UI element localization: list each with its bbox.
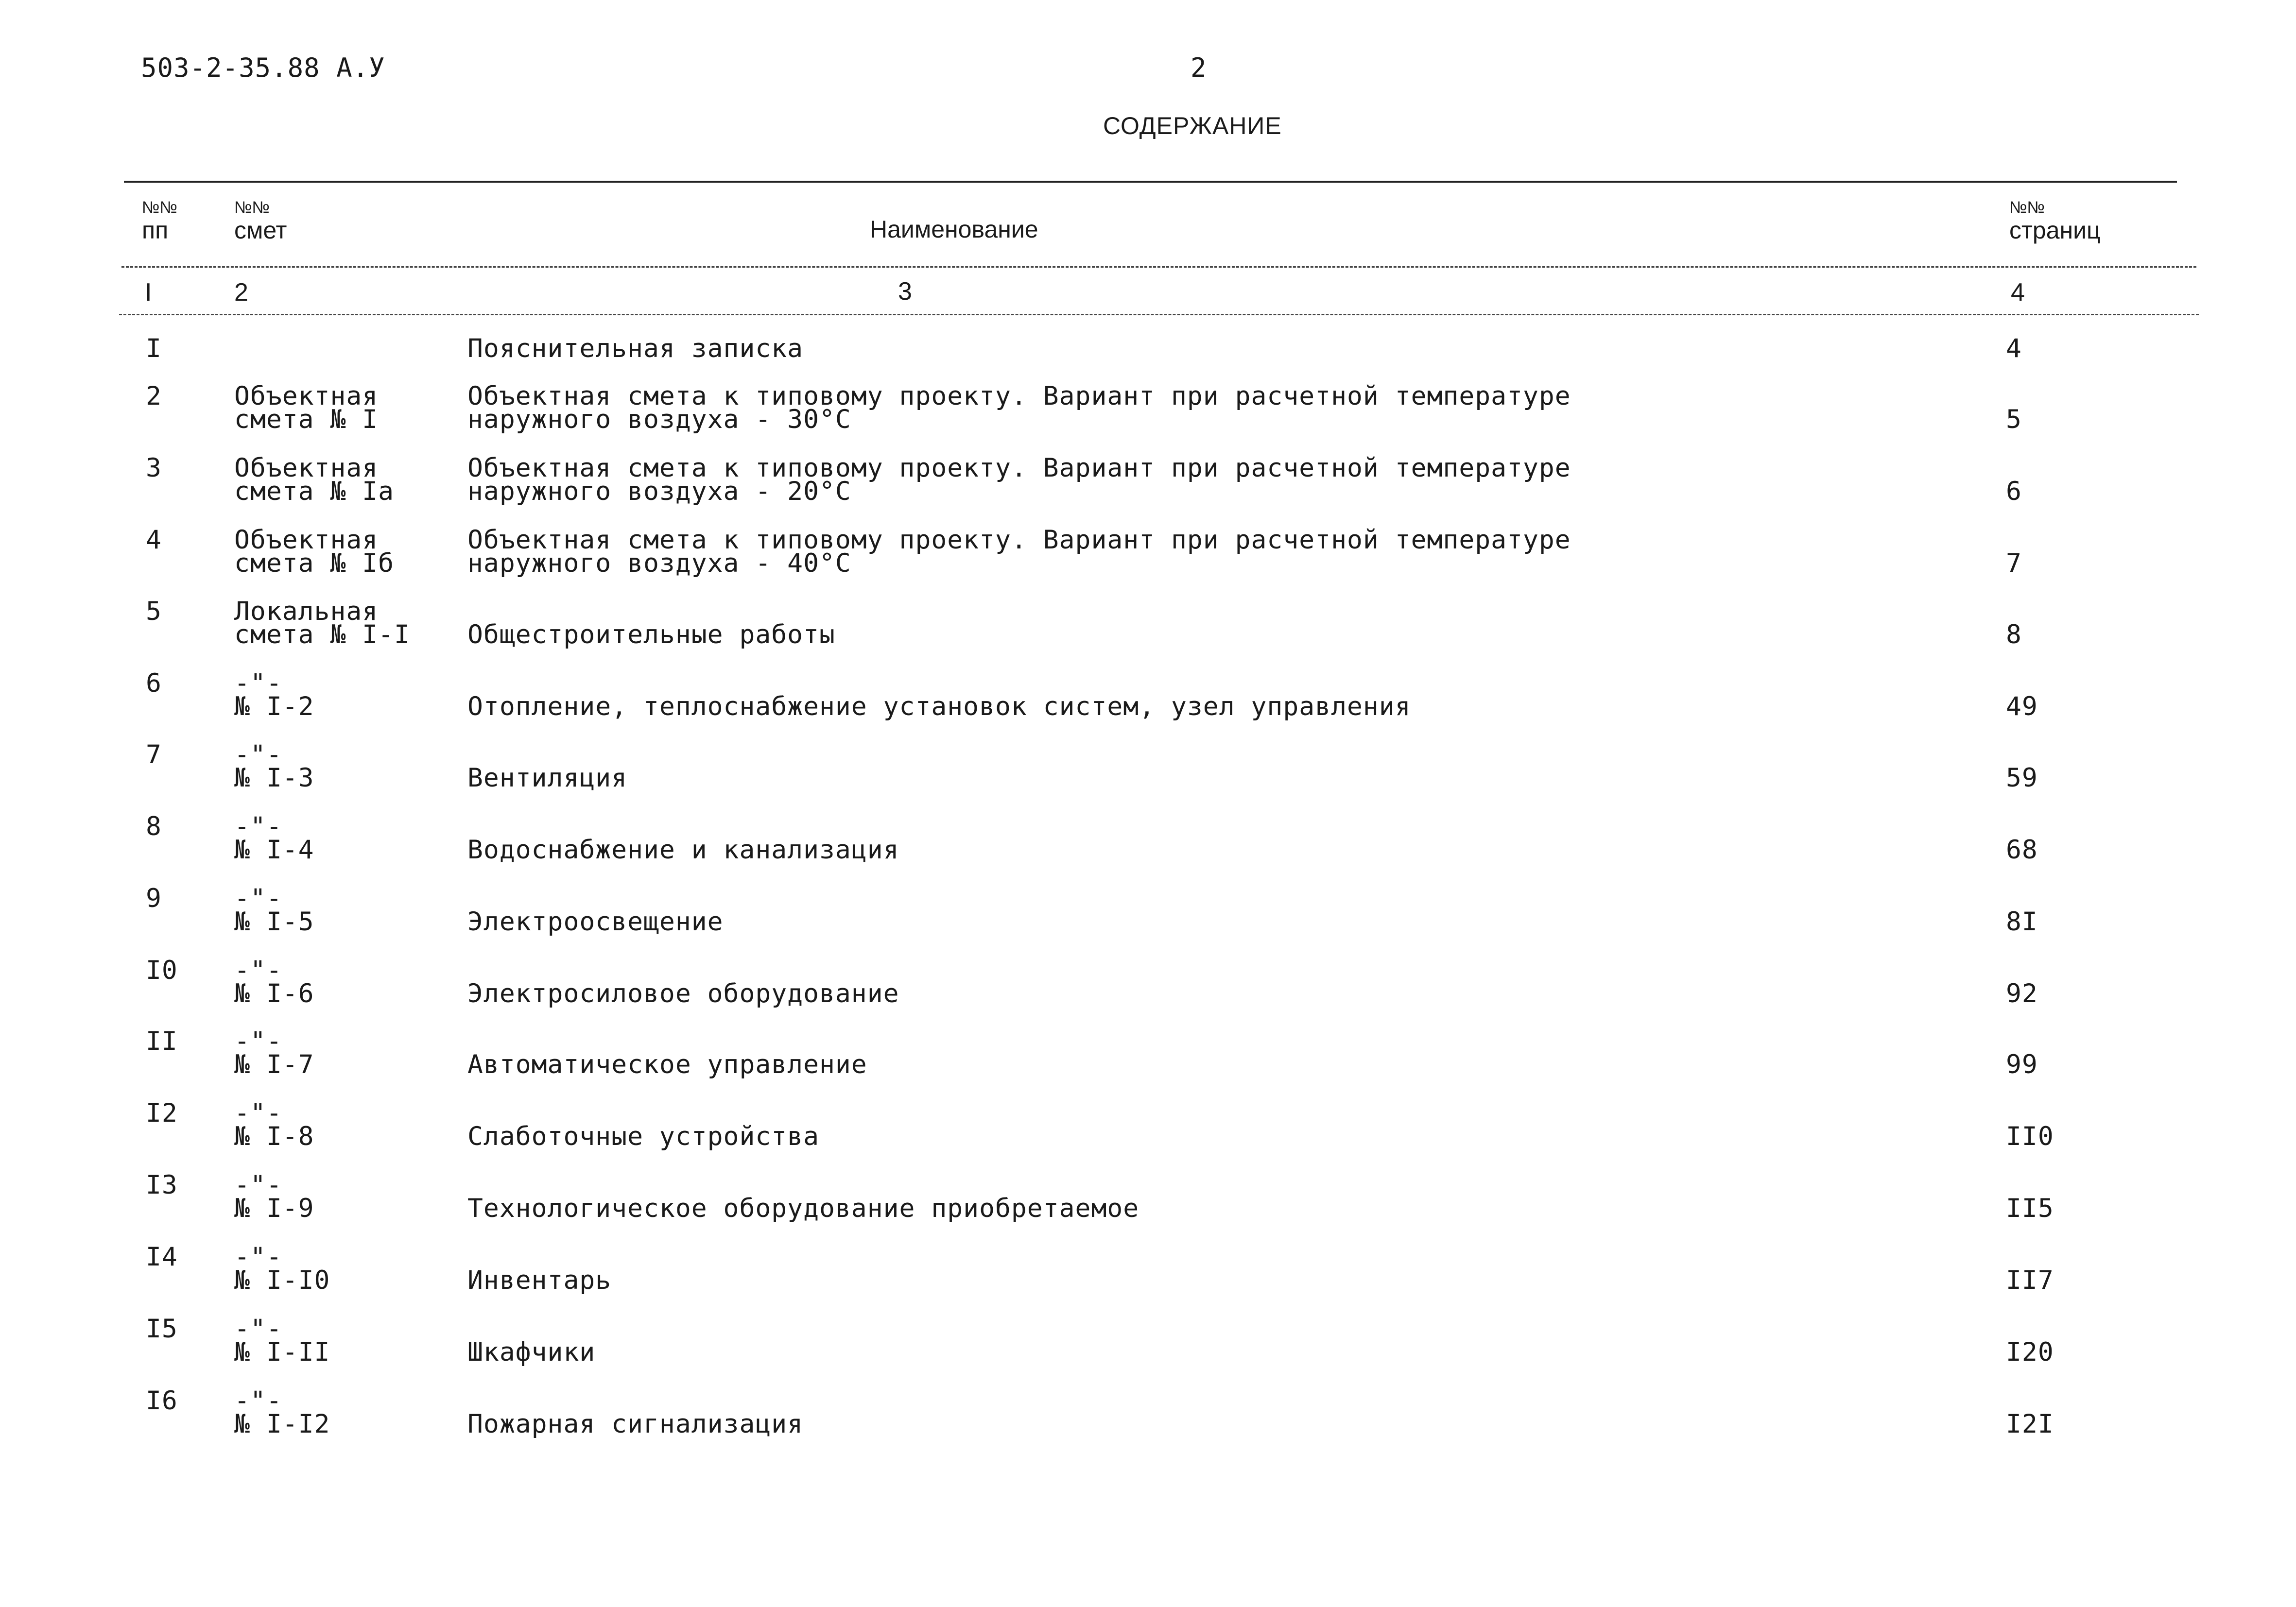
row-number: 8 bbox=[146, 812, 162, 841]
page-ref: II0 bbox=[2006, 1122, 2054, 1151]
estimate-ref: -"- № I-4 bbox=[234, 812, 314, 865]
estimate-ref: Объектная смета № Iб bbox=[234, 525, 395, 578]
item-name: Общестроительные работы bbox=[467, 620, 835, 650]
table-row bbox=[0, 597, 2296, 658]
page-number: 2 bbox=[1191, 52, 1207, 83]
row-number: 4 bbox=[146, 525, 162, 555]
document-code: 503-2-35.88 А.У bbox=[141, 52, 385, 83]
column-index-3: 3 bbox=[898, 277, 912, 306]
table-row bbox=[0, 740, 2296, 802]
item-name: Электроосвещение bbox=[467, 907, 724, 937]
estimate-ref: -"- № I-6 bbox=[234, 956, 314, 1009]
table-row bbox=[0, 1386, 2296, 1448]
item-name: Объектная смета к типовому проекту. Вариант при расчетной температуре наружного воздуха - 20°С bbox=[467, 453, 1571, 506]
page-ref: 59 bbox=[2006, 763, 2038, 793]
estimate-column-label: смет bbox=[234, 217, 287, 244]
row-number: 7 bbox=[146, 740, 162, 769]
page-ref: I2I bbox=[2006, 1409, 2054, 1439]
page-ref: 68 bbox=[2006, 835, 2038, 865]
pages-column-label: страниц bbox=[2009, 217, 2101, 244]
item-name: Водоснабжение и канализация bbox=[467, 835, 899, 865]
row-number: I4 bbox=[146, 1242, 178, 1272]
row-number: 6 bbox=[146, 668, 162, 698]
table-top-rule bbox=[124, 181, 2177, 183]
table-row bbox=[0, 1242, 2296, 1304]
item-name: Пожарная сигнализация bbox=[467, 1409, 804, 1439]
row-number: II bbox=[146, 1026, 178, 1056]
page-ref: 5 bbox=[2006, 405, 2022, 434]
table-row bbox=[0, 956, 2296, 1017]
item-name: Слаботочные устройства bbox=[467, 1122, 819, 1151]
estimate-ref: -"- № I-9 bbox=[234, 1170, 314, 1223]
item-name: Вентиляция bbox=[467, 763, 628, 793]
row-number: I6 bbox=[146, 1386, 178, 1416]
num-column-label: пп bbox=[142, 217, 169, 244]
row-number: 2 bbox=[146, 381, 162, 411]
row-number: I bbox=[146, 334, 162, 363]
row-number: I0 bbox=[146, 956, 178, 985]
estimate-ref: -"- № I-7 bbox=[234, 1026, 314, 1079]
row-number: I2 bbox=[146, 1098, 178, 1128]
item-name: Автоматическое управление bbox=[467, 1050, 867, 1079]
estimate-ref: Объектная смета № I bbox=[234, 381, 379, 434]
column-index-1: I bbox=[145, 278, 152, 307]
table-row bbox=[0, 1098, 2296, 1160]
name-column-label: Наименование bbox=[870, 216, 1038, 243]
index-bottom-rule bbox=[119, 314, 2199, 315]
estimate-ref: -"- № I-3 bbox=[234, 740, 314, 793]
estimate-column-prefix: №№ bbox=[234, 198, 270, 217]
table-row bbox=[0, 1026, 2296, 1088]
item-name: Объектная смета к типовому проекту. Вариант при расчетной температуре наружного воздуха - 30°С bbox=[467, 381, 1571, 434]
page-ref: 8I bbox=[2006, 907, 2038, 937]
column-index-2: 2 bbox=[234, 278, 248, 307]
item-name: Отопление, теплоснабжение установок систем, узел управления bbox=[467, 692, 1411, 721]
page-ref: 92 bbox=[2006, 979, 2038, 1009]
row-number: 3 bbox=[146, 453, 162, 483]
item-name: Электросиловое оборудование bbox=[467, 979, 899, 1009]
table-row bbox=[0, 525, 2296, 587]
row-number: 5 bbox=[146, 597, 162, 626]
num-column-prefix: №№ bbox=[142, 198, 177, 217]
estimate-ref: -"- № I-8 bbox=[234, 1098, 314, 1151]
table-row bbox=[0, 1170, 2296, 1232]
estimate-ref: Локальная смета № I-I bbox=[234, 597, 410, 650]
table-row bbox=[0, 668, 2296, 730]
page-ref: II5 bbox=[2006, 1194, 2054, 1223]
item-name: Шкафчики bbox=[467, 1337, 596, 1367]
item-name: Технологическое оборудование приобретаемое bbox=[467, 1194, 1139, 1223]
page-ref: 6 bbox=[2006, 477, 2022, 506]
estimate-ref: -"- № I-2 bbox=[234, 668, 314, 721]
table-row bbox=[0, 1314, 2296, 1376]
table-row bbox=[0, 453, 2296, 515]
estimate-ref: Объектная смета № Iа bbox=[234, 453, 395, 506]
item-name: Инвентарь bbox=[467, 1265, 612, 1295]
table-row bbox=[0, 812, 2296, 873]
page-ref: 4 bbox=[2006, 334, 2022, 363]
header-bottom-rule bbox=[121, 266, 2196, 268]
page-ref: II7 bbox=[2006, 1265, 2054, 1295]
page-ref: I20 bbox=[2006, 1337, 2054, 1367]
page-ref: 49 bbox=[2006, 692, 2038, 721]
row-number: I5 bbox=[146, 1314, 178, 1344]
column-index-4: 4 bbox=[2011, 278, 2025, 307]
page-ref: 8 bbox=[2006, 620, 2022, 650]
page-title: СОДЕРЖАНИЕ bbox=[1103, 112, 1282, 139]
page-ref: 99 bbox=[2006, 1050, 2038, 1079]
estimate-ref: -"- № I-5 bbox=[234, 884, 314, 937]
row-number: 9 bbox=[146, 884, 162, 913]
estimate-ref: -"- № I-I0 bbox=[234, 1242, 330, 1295]
estimate-ref: -"- № I-I2 bbox=[234, 1386, 330, 1439]
row-number: I3 bbox=[146, 1170, 178, 1200]
item-name: Пояснительная записка bbox=[467, 334, 804, 363]
table-row bbox=[0, 381, 2296, 443]
page-ref: 7 bbox=[2006, 548, 2022, 578]
estimate-ref: -"- № I-II bbox=[234, 1314, 330, 1367]
table-row bbox=[0, 884, 2296, 945]
pages-column-prefix: №№ bbox=[2009, 198, 2045, 217]
item-name: Объектная смета к типовому проекту. Вариант при расчетной температуре наружного воздуха - 40°С bbox=[467, 525, 1571, 578]
